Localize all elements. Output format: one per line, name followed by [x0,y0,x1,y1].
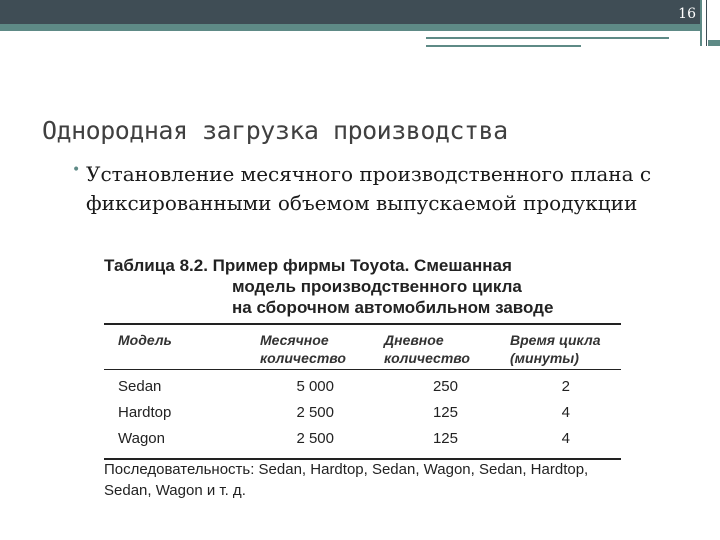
header-monthly-line: Месячное [260,332,329,348]
table-caption-line: модель производственного цикла [232,277,522,296]
header-monthly-line: количество [260,350,346,366]
table-cell-daily: 125 [432,430,458,447]
bullet-marker-icon: • [72,162,81,178]
table-cell-cycle: 4 [561,404,570,421]
table-cell-daily: 125 [432,404,458,421]
table-cell-model: Hardtop [118,404,172,421]
table-top-rule [104,323,621,325]
header-monthly [260,331,346,367]
table-cell-monthly: 5 000 [296,378,334,395]
header-decor-line [426,37,669,39]
table-cell-cycle: 4 [561,430,570,447]
header-cycle-line: (минуты) [510,350,579,366]
header-cycle [510,331,600,367]
table-header-rule [104,369,621,370]
table-cell-cycle: 2 [561,378,570,395]
header-accent-bar [0,24,700,31]
header-bar [0,0,700,24]
page-number: 16 [678,6,696,22]
table-cell-model: Wagon [118,430,165,447]
header-divider [706,0,707,46]
table-footnote: Последовательность: Sedan, Hardtop, Sedan, Wagon, Sedan, Hardtop, Sedan, Wagon и т. д. [104,461,589,499]
table-cell-monthly: 2 500 [296,404,334,421]
table-cell-daily: 250 [432,378,458,395]
bullet-list [72,160,672,242]
header-daily-line: количество [384,350,470,366]
table-caption [104,255,553,318]
table-cell-monthly: 2 500 [296,430,334,447]
header-daily-line: Дневное [384,332,444,348]
table-caption-line: Таблица 8.2. Пример фирмы Toyota. Смешанная [104,256,512,275]
slide-title: Однородная загрузка производства [42,116,508,145]
header-cycle-line: Время цикла [510,332,601,348]
header-divider [700,0,702,46]
bullet-text: Установление месячного производственного плана с фиксированными объемом выпускаемой продукции [86,162,652,215]
table-caption-line: на сборочном автомобильном заводе [232,298,554,317]
table-cell-model: Sedan [118,378,162,395]
header-decor-line [426,45,581,47]
header-daily [384,331,470,367]
header-model: Модель [118,332,172,348]
header-decor-block [708,40,720,46]
